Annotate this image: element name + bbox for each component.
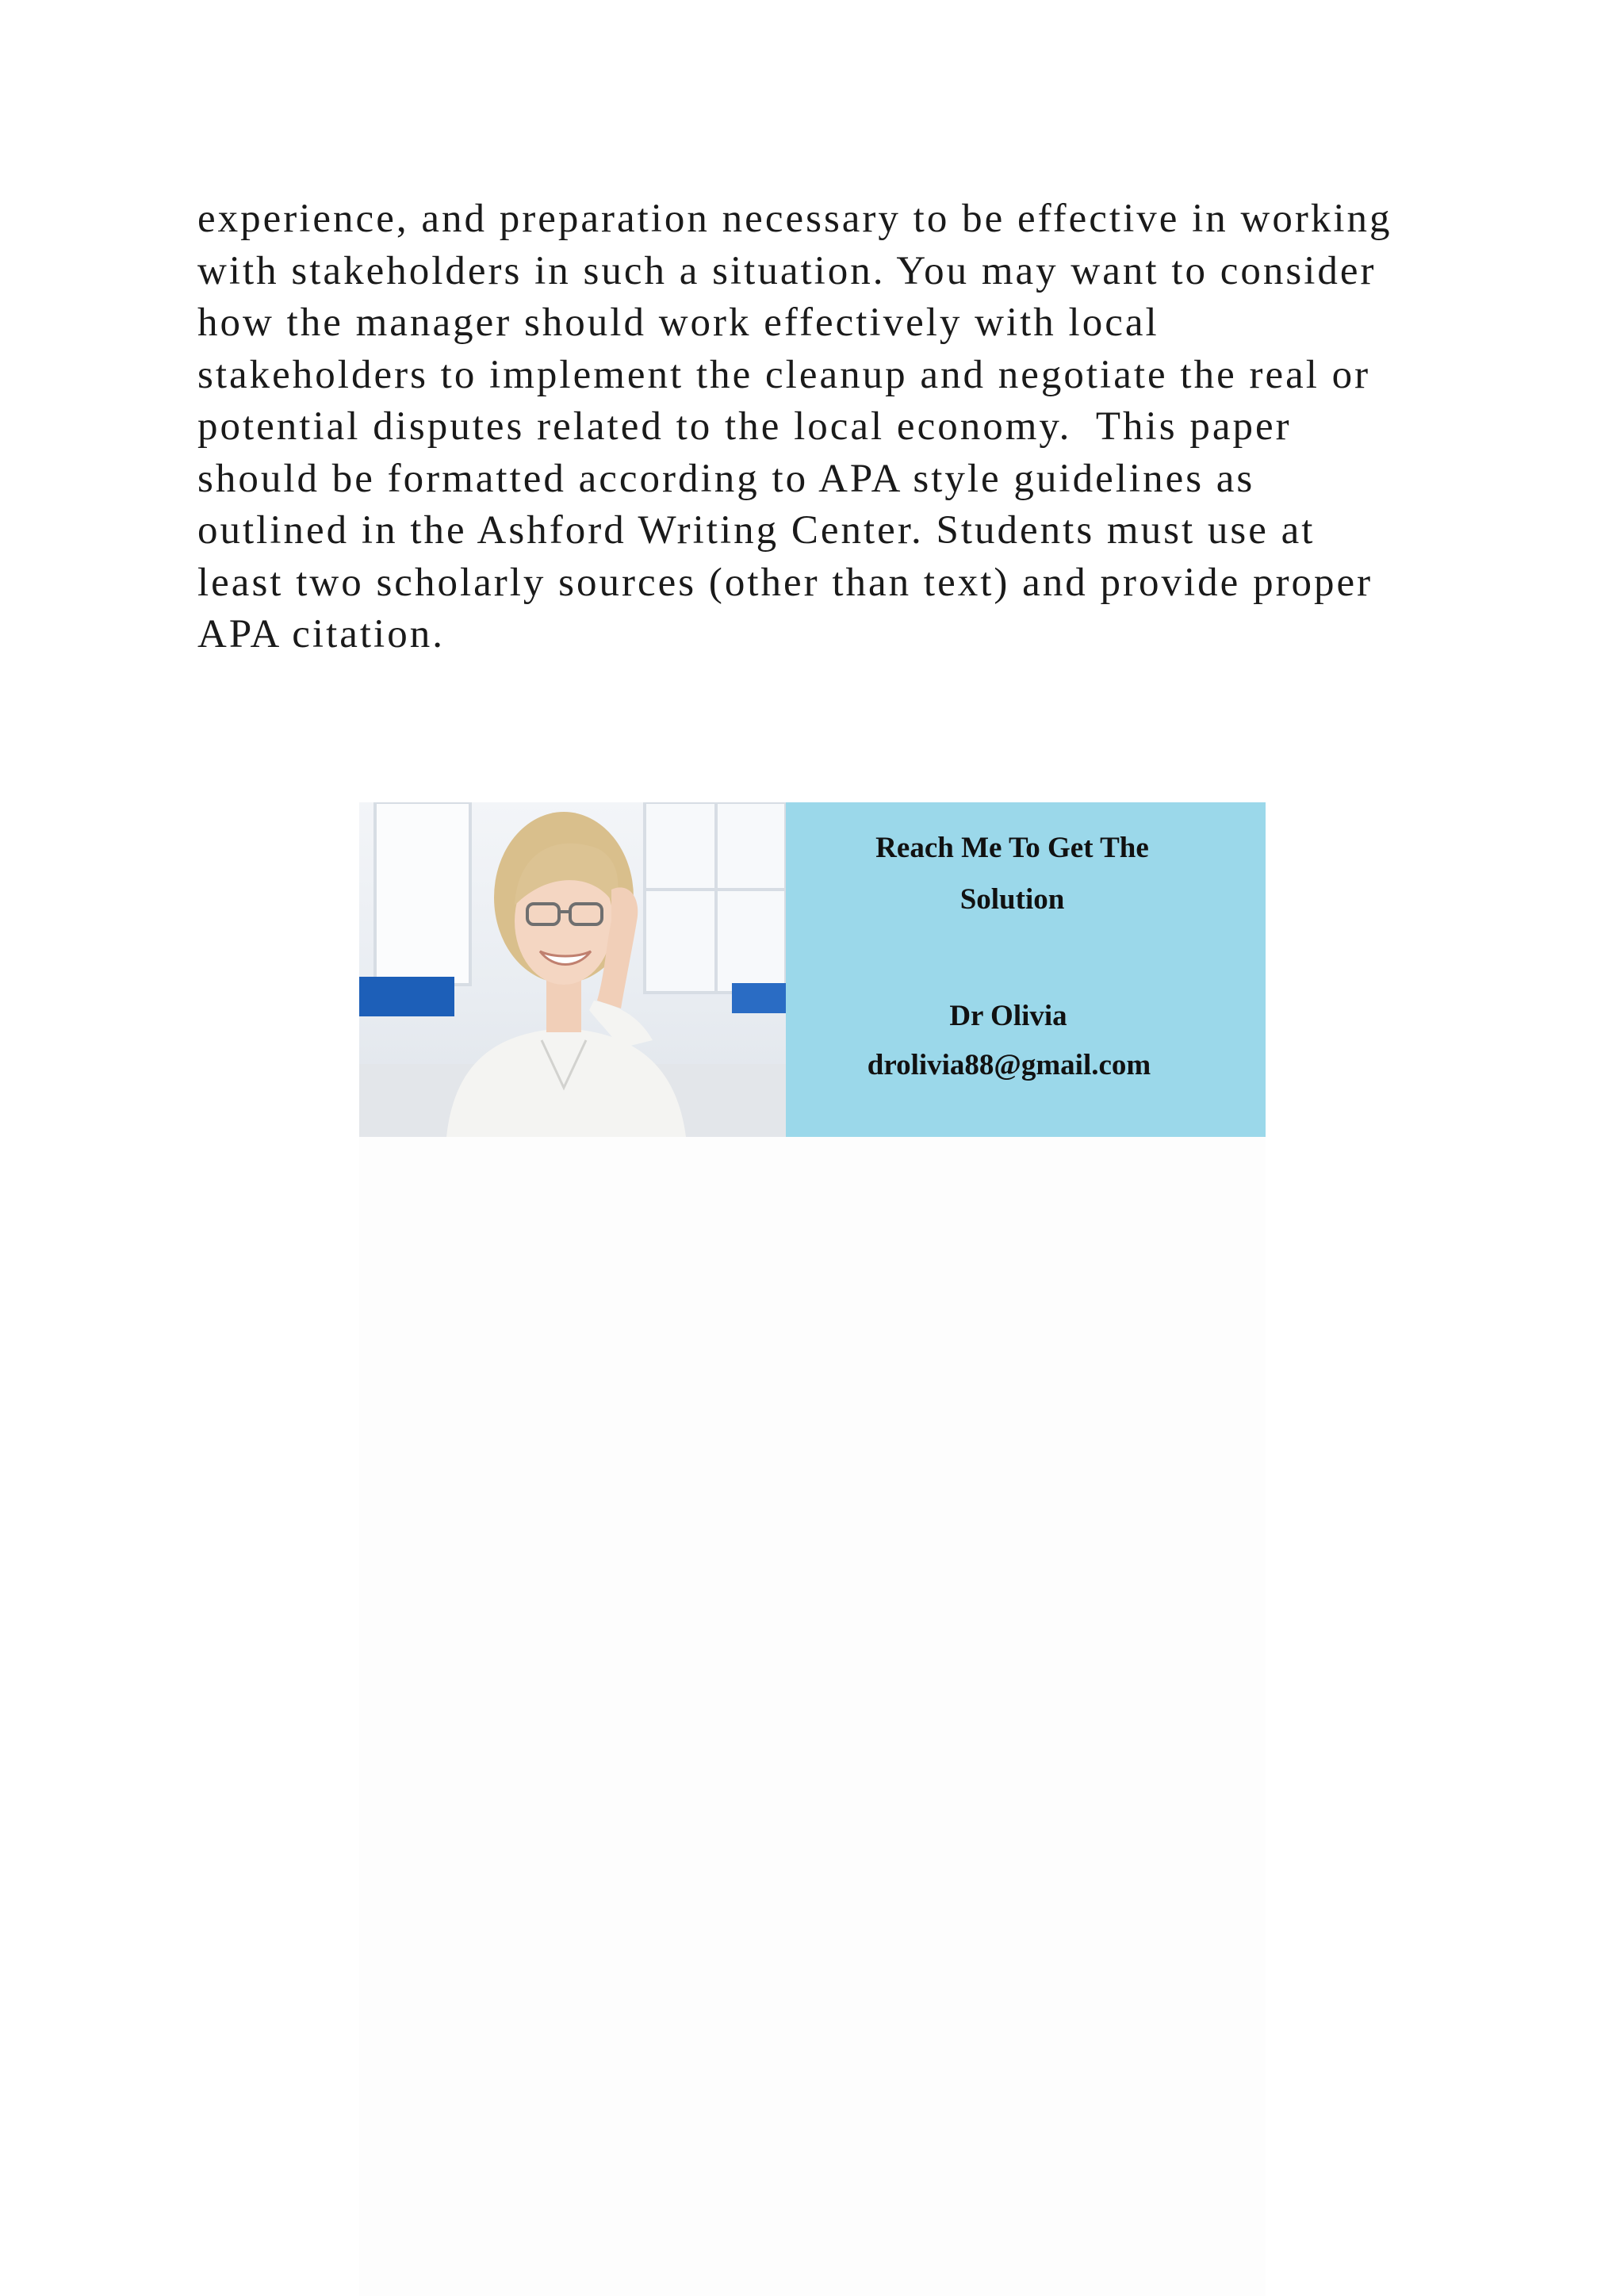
page-shade [359, 1137, 1266, 2296]
contact-name: Dr Olivia [949, 1000, 1067, 1032]
paragraph-line: least two scholarly sources (other than text) and provide proper [197, 560, 1373, 605]
contact-panel [786, 802, 1266, 1137]
paragraph-line: APA citation. [197, 612, 445, 656]
paragraph-line: stakeholders to implement the cleanup and negotiate the real or [197, 352, 1371, 397]
paragraph-line: potential disputes related to the local economy. This paper [197, 404, 1292, 449]
contact-banner[interactable] [359, 802, 1266, 1137]
paragraph-line: experience, and preparation necessary to be effective in working [197, 197, 1392, 241]
woman-with-glasses-photo-icon [359, 802, 786, 1137]
paragraph-line: outlined in the Ashford Writing Center. Students must use at [197, 508, 1316, 553]
contact-heading: Reach Me To Get The [875, 832, 1149, 864]
assignment-paragraph [197, 193, 1434, 661]
contact-email[interactable]: drolivia88@gmail.com [867, 1049, 1151, 1081]
paragraph-line: how the manager should work effectively with local [197, 300, 1159, 345]
contact-heading-continued: Solution [959, 883, 1065, 916]
paragraph-line: should be formatted according to APA style guidelines as [197, 456, 1255, 501]
paragraph-line: with stakeholders in such a situation. You may want to consider [197, 248, 1377, 293]
